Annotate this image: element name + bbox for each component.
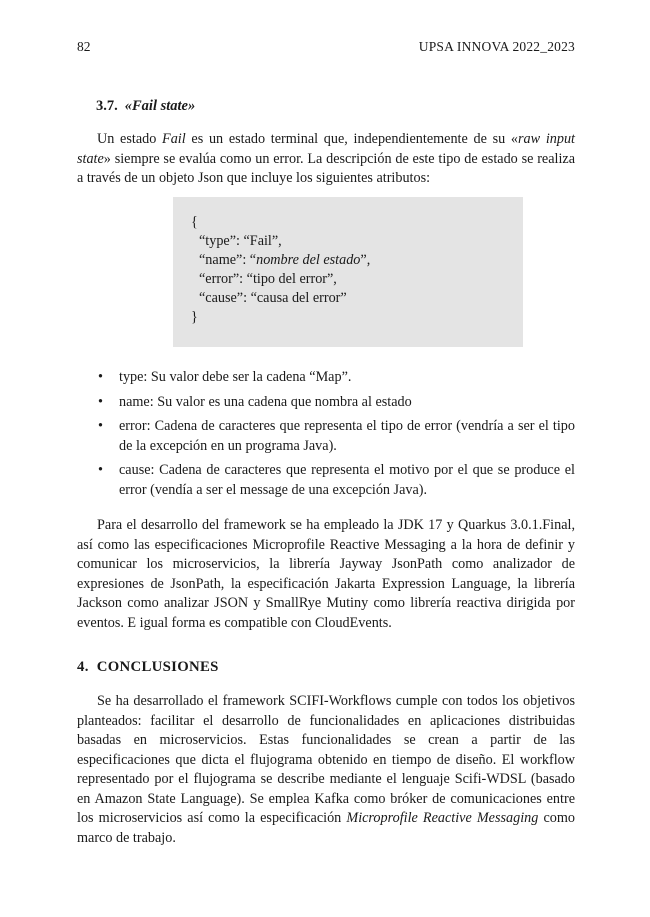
section-title: «Fail state»	[124, 98, 196, 114]
code-brace-open: {	[191, 214, 198, 230]
bullet-icon: •	[98, 418, 103, 434]
section-heading	[96, 97, 195, 117]
bullet-icon: •	[98, 369, 103, 385]
code-line-cause: “cause”: “causa del error”	[199, 290, 347, 306]
attribute-list	[77, 368, 575, 500]
conclusions-paragraph: Se ha desarrollado el framework SCIFI-Workflows cumple con todos los objetivos planteados: facilitar el desarrollo de funcionalidades en aplicaciones distribuidas basadas en microservicios. Estas funcionalidades se crean a partir de las especificaciones que dicta el flujograma obtenido en tiempo de diseño. El workflow representado por el flujograma se describe mediante el lenguaje Scifi-WDSL (basado en Amazon State Language). Se emplea Kafka como bróker de comunicaciones entre los microservicios así como la especificación Microprofile Reactive Messaging como marco de trabajo.	[77, 693, 575, 846]
bullet-icon: •	[98, 393, 103, 410]
code-line-error: “error”: “tipo del error”,	[199, 271, 337, 287]
list-item: • cause: Cadena de caracteres que representa el motivo por el que se produce el error (vendía a ser el message de una excepción Java).	[98, 462, 575, 498]
bullet-icon: •	[98, 462, 103, 478]
conclusions-title: CONCLUSIONES	[96, 659, 219, 675]
code-line-name: “name”: “nombre del estado”,	[199, 252, 371, 268]
list-item: • name: Su valor es una cadena que nombra al estado	[77, 393, 575, 413]
section-number: 3.7.	[96, 98, 118, 114]
page-number: 82	[77, 39, 91, 54]
code-line-type: “type”: “Fail”,	[199, 233, 282, 249]
framework-paragraph: Para el desarrollo del framework se ha empleado la JDK 17 y Quarkus 3.0.1.Final, así como las especificaciones Microprofile Reactive Messaging a la hora de definir y comunicar los microservicios, la librería Jayway JsonPath como analizador de expresiones de JsonPath, la especificación Jakarta Expression Language, la librería Jackson como analizar JSON y SmallRye Mutiny como librería reactiva dirigida por eventos. E igual forma es compatible con CloudEvents.	[77, 517, 575, 631]
intro-paragraph: Un estado Fail es un estado terminal que, independientemente de su «raw input state» siempre se evalúa como un error. La descripción de este tipo de estado se realiza a través de un objeto Json que incluye los siguientes atributos:	[77, 131, 575, 186]
list-item: • error: Cadena de caracteres que representa el tipo de error (vendría a ser el tipo de la excepción en un programa Java).	[98, 418, 575, 454]
running-head: UPSA INNOVA 2022_2023	[418, 39, 575, 54]
json-code-box	[173, 197, 523, 347]
list-item: • type: Su valor debe ser la cadena “Map”.	[77, 368, 575, 388]
conclusions-heading	[77, 658, 219, 678]
conclusions-number: 4.	[77, 659, 89, 675]
code-brace-close: }	[191, 309, 198, 325]
